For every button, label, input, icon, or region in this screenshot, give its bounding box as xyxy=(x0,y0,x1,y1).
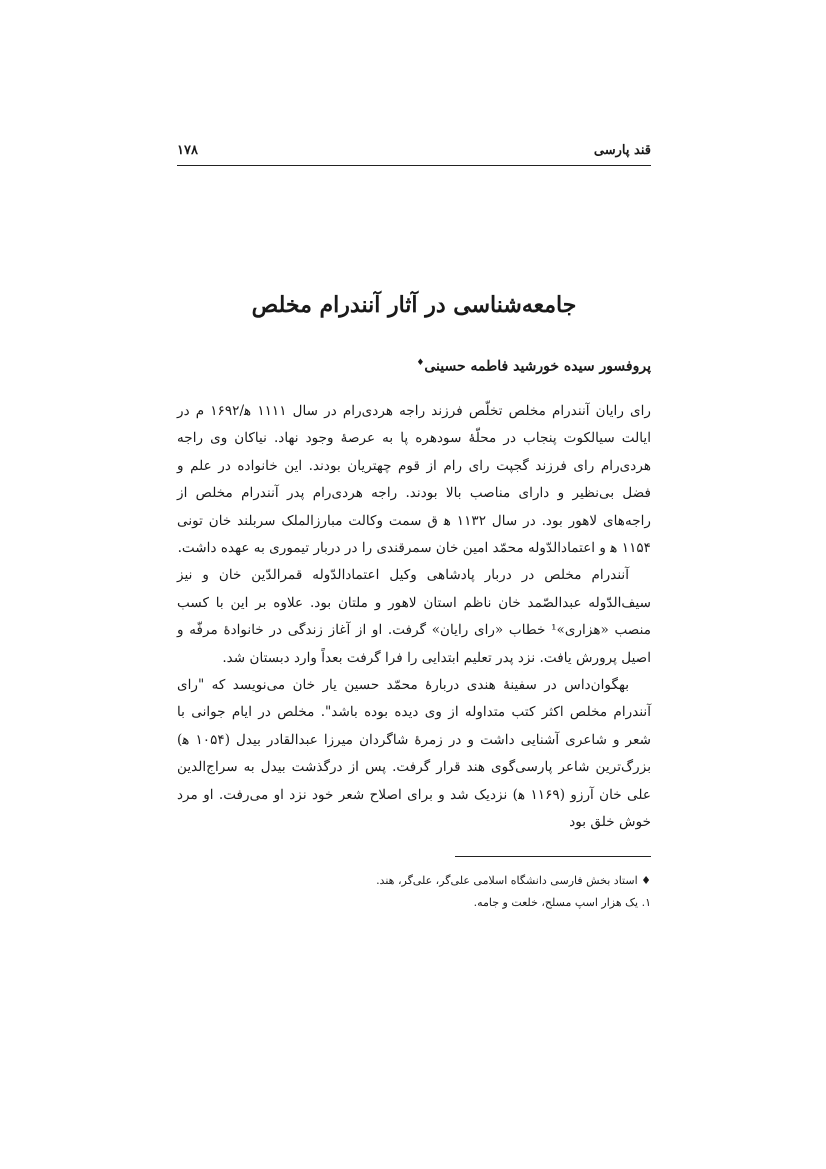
running-header xyxy=(177,143,651,166)
author-name: پروفسور سیده خورشید فاطمه حسینی xyxy=(424,358,651,375)
author-line xyxy=(177,358,651,375)
paragraph: آنندرام مخلص در دربار پادشاهی وکیل اعتمادالدّوله قمرالدّین خان و نیز سیف‌الدّوله عبدالصّمد خان ناظم استان لاهور و ملتان بود. علاوه بر این با کسب منصب «هزاری»¹ خطاب «رای رایان» گرفت. او از آغاز زندگی در خانوادهٔ مرفّه و اصیل پرورش یافت. نزد پدر تعلیم ابتدایی را فرا گرفت بعداً وارد دبستان شد. xyxy=(177,567,651,666)
author-footnote-mark: ♦ xyxy=(416,358,425,368)
footnotes xyxy=(177,870,651,914)
paragraph: رای رایان آنندرام مخلص تخلّص فرزند راجه هردی‌رام در سال ۱۱۱۱ ه‍/۱۶۹۲ م در ایالت سیالکوت پنجاب در محلّهٔ سودهره پا به عرصهٔ وجود نهاد. نیاکان وی راجه هردی‌رام رای فرزند گجپت رای رام از قوم چهتریان بودند. این خانواده در علم و فضل بی‌نظیر و دارای مناصب بالا بودند. راجه هردی‌رام پدر آنندرام مخلص از راجه‌های لاهور بود. در سال ۱۱۳۲ ه‍ ق سمت وکالت مبارزالملک سربلند خان تونی ۱۱۵۴ ه‍ و اعتمادالدّوله محمّد امین خان سمرقندی را در دربار تیموری به عهده داشت. xyxy=(177,403,651,557)
page-number: ۱۷۸ xyxy=(177,143,198,158)
footnote: ۱. یک هزار اسپ مسلح، خلعت و جامه. xyxy=(473,896,651,909)
footnote: ♦ استاد بخش فارسی دانشگاه اسلامی علی‌گر، علی‌گر، هند. xyxy=(376,874,651,887)
footnote-separator xyxy=(455,856,651,857)
paragraph: بهگوان‌داس در سفینهٔ هندی دربارهٔ محمّد حسین یار خان می‌نویسد که "رای آنندرام مخلص اکثر کتب متداوله از وی دیده بوده باشد". مخلص در ایام جوانی با شعر و شاعری آشنایی داشت و در زمرهٔ شاگردان میرزا عبدالقادر بیدل (۱۰۵۴ ه‍) بزرگ‌ترین شاعر پارسی‌گوی هند قرار گرفت. پس از درگذشت بیدل به سراج‌الدین علی خان آرزو (۱۱۶۹ ه‍) نزدیک شد و برای اصلاح شعر خود نزد او می‌رفت. او مرد خوش خلق بود xyxy=(177,677,651,831)
article-title: جامعه‌شناسی در آثار آنندرام مخلص xyxy=(251,292,577,318)
journal-name: قند پارسی xyxy=(593,143,651,158)
article-body xyxy=(177,398,651,837)
